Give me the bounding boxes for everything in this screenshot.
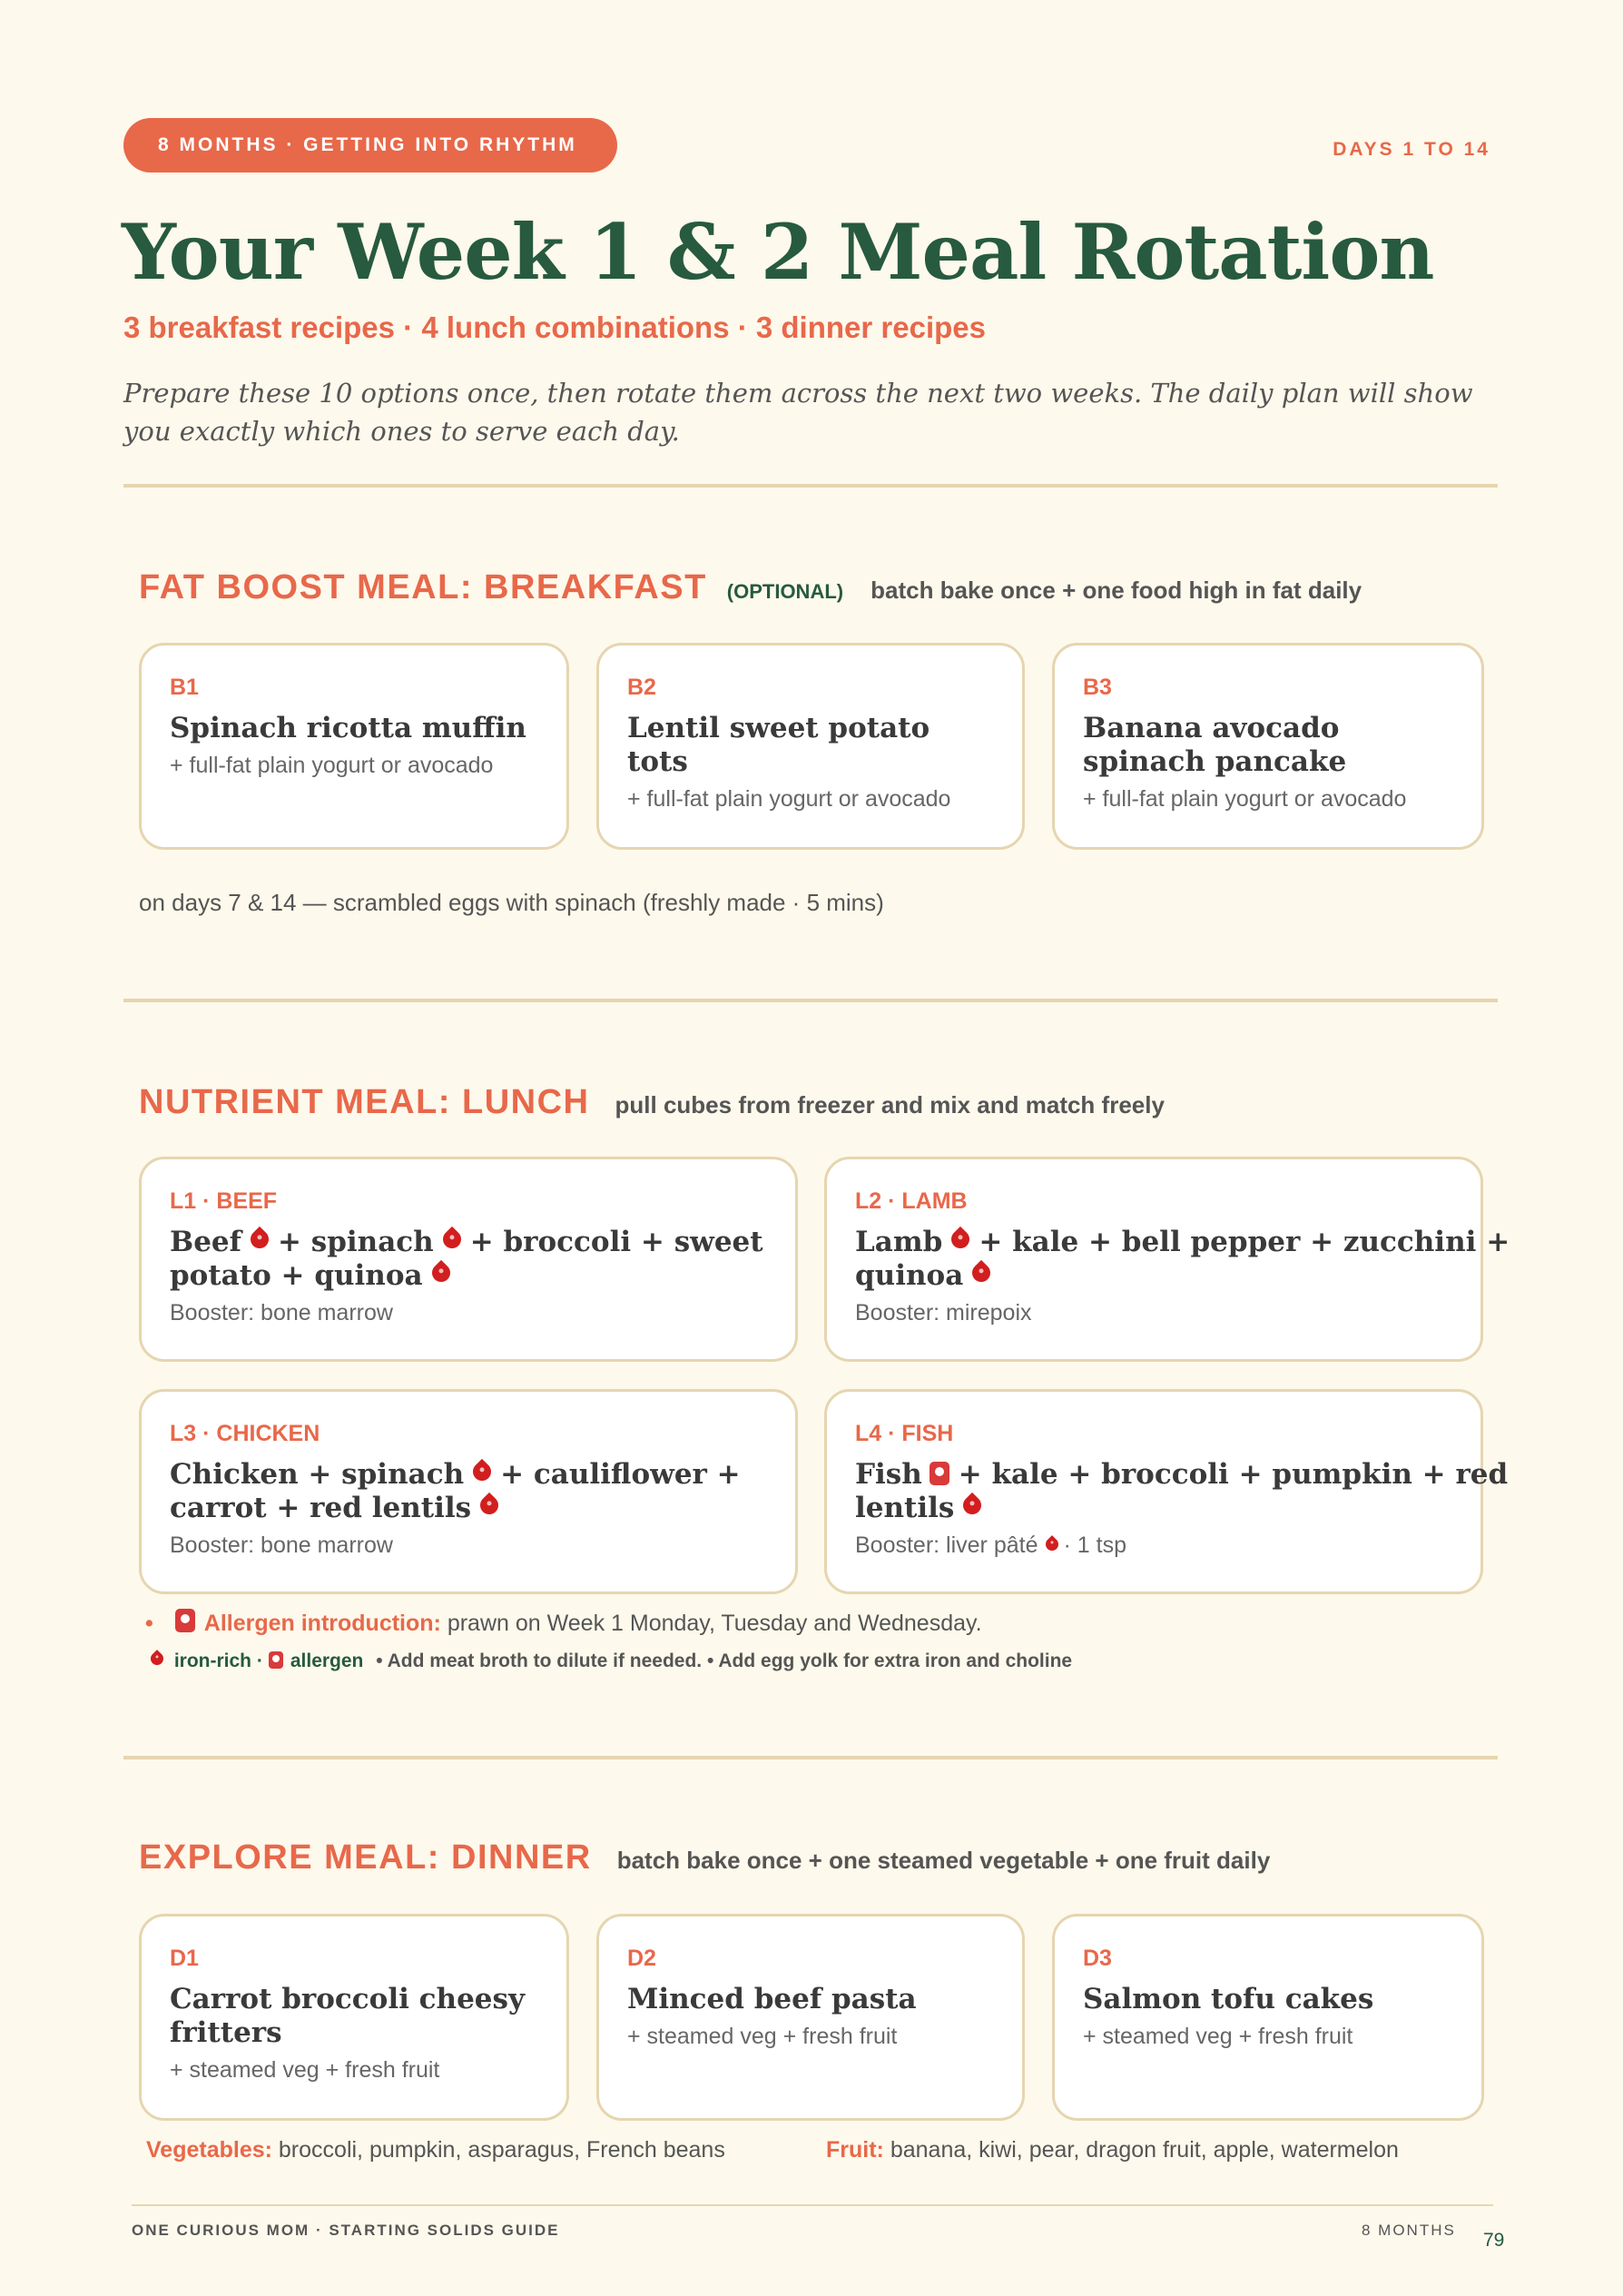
- card-note: + full-fat plain yogurt or avocado: [1083, 786, 1407, 812]
- page-title: Your Week 1 & 2 Meal Rotation: [122, 207, 1434, 297]
- card-code: B3: [1083, 675, 1112, 700]
- blood-drop-icon: [959, 1493, 985, 1518]
- bullet: •: [145, 1611, 153, 1636]
- vegetables-list: [146, 2137, 725, 2163]
- card-name: [855, 1458, 1509, 1525]
- page-subtitle: 3 breakfast recipes · 4 lunch combinations · 3 dinner recipes: [123, 310, 986, 344]
- card-name: [170, 1458, 768, 1525]
- allergen-label: Allergen introduction:: [203, 1611, 441, 1636]
- lunch-subtitle: pull cubes from freezer and mix and match freely: [615, 1091, 1165, 1118]
- allergen-badge-icon: [175, 1609, 195, 1632]
- ingredient-text: quinoa: [855, 1259, 964, 1292]
- legend-allergen-label: allergen: [290, 1651, 364, 1671]
- card-name: [855, 1226, 1510, 1293]
- breakfast-subtitle: batch bake once + one food high in fat daily: [871, 576, 1362, 604]
- blood-drop-icon: [948, 1227, 973, 1252]
- breakfast-header: [139, 568, 1362, 607]
- card-name: Carrot broccoli cheesy fritters: [170, 1983, 525, 2049]
- blood-drop-icon: [148, 1650, 166, 1668]
- card-code: D3: [1083, 1946, 1112, 1971]
- allergen-text: prawn on Week 1 Monday, Tuesday and Wednesday.: [447, 1611, 982, 1636]
- age-badge: [123, 118, 617, 172]
- lunch-card-l2: [824, 1157, 1510, 1362]
- ingredient-text: + kale + bell pepper + zucchini +: [979, 1226, 1510, 1258]
- ingredient-text: + broccoli + sweet: [469, 1226, 763, 1258]
- age-badge-label: 8 MONTHS · GETTING INTO RHYTHM: [158, 134, 577, 155]
- dinner-header: [139, 1838, 1270, 1877]
- ingredient-text: potato + quinoa: [170, 1259, 423, 1292]
- card-code: L4 · FISH: [855, 1421, 954, 1446]
- blood-drop-icon: [969, 1260, 994, 1286]
- card-note: + steamed veg + fresh fruit: [627, 2024, 898, 2049]
- booster-amount: · 1 tsp: [1063, 1532, 1126, 1558]
- dinner-title: EXPLORE MEAL: DINNER: [139, 1838, 592, 1877]
- ingredient-text: + kale + broccoli + pumpkin + red: [958, 1458, 1509, 1491]
- card-name: Minced beef pasta: [627, 1983, 917, 2015]
- legend-note: • Add meat broth to dilute if needed. • Add egg yolk for extra iron and choline: [376, 1651, 1073, 1671]
- card-name: Salmon tofu cakes: [1083, 1983, 1374, 2015]
- allergen-badge-icon: [269, 1651, 283, 1669]
- footer-book-title: ONE CURIOUS MOM · STARTING SOLIDS GUIDE: [132, 2222, 560, 2239]
- card-booster: Booster: mirepoix: [855, 1300, 1032, 1325]
- card-name: Lentil sweet potato tots: [627, 712, 930, 778]
- fruit-text: banana, kiwi, pear, dragon fruit, apple, watermelon: [890, 2137, 1399, 2163]
- blood-drop-icon: [469, 1459, 495, 1484]
- divider: [123, 484, 1498, 488]
- lunch-header: [139, 1083, 1165, 1122]
- dinner-subtitle: batch bake once + one steamed vegetable + one fruit daily: [616, 1847, 1271, 1874]
- ingredient-text: lentils: [855, 1492, 955, 1524]
- ingredient-text: Fish: [855, 1458, 922, 1491]
- card-code: D1: [170, 1946, 199, 1971]
- card-note: + steamed veg + fresh fruit: [170, 2057, 440, 2083]
- breakfast-footnote: on days 7 & 14 — scrambled eggs with spinach (freshly made · 5 mins): [139, 889, 884, 916]
- lunch-title: NUTRIENT MEAL: LUNCH: [139, 1083, 590, 1121]
- booster-text: Booster: liver pâté: [855, 1532, 1038, 1558]
- divider: [123, 999, 1498, 1002]
- blood-drop-icon: [428, 1260, 453, 1286]
- card-code: L3 · CHICKEN: [170, 1421, 320, 1446]
- footer-divider: [132, 2204, 1493, 2206]
- intro-paragraph: Prepare these 10 options once, then rotate them across the next two weeks. The daily plan will show you exactly which ones to serve each day.: [123, 378, 1473, 447]
- card-booster: Booster: bone marrow: [170, 1532, 393, 1558]
- breakfast-optional: (OPTIONAL): [726, 580, 844, 603]
- dinner-card-d1: [139, 1914, 569, 2121]
- breakfast-title: FAT BOOST MEAL: BREAKFAST: [139, 568, 707, 606]
- footer-section: 8 MONTHS: [1362, 2222, 1456, 2239]
- blood-drop-icon: [247, 1227, 272, 1252]
- vegetables-label: Vegetables:: [146, 2137, 272, 2163]
- page-number: 79: [1483, 2230, 1505, 2251]
- allergen-note: [145, 1609, 982, 1637]
- ingredient-text: Lamb: [855, 1226, 943, 1258]
- ingredient-text: + spinach: [277, 1226, 434, 1258]
- card-code: B2: [627, 675, 656, 700]
- lunch-card-l4: [824, 1389, 1509, 1594]
- card-code: B1: [170, 675, 199, 700]
- ingredient-text: Chicken + spinach: [170, 1458, 465, 1491]
- card-code: L1 · BEEF: [170, 1188, 278, 1214]
- card-note: + full-fat plain yogurt or avocado: [627, 786, 951, 812]
- allergen-badge-icon: [930, 1462, 949, 1485]
- vegetables-text: broccoli, pumpkin, asparagus, French beans: [278, 2137, 725, 2163]
- fruit-label: Fruit:: [826, 2137, 884, 2163]
- fruit-list: [826, 2137, 1399, 2163]
- ingredient-text: carrot + red lentils: [170, 1492, 472, 1524]
- dinner-card-d3: [1052, 1914, 1484, 2121]
- blood-drop-icon: [1043, 1535, 1061, 1553]
- blood-drop-icon: [477, 1493, 502, 1518]
- card-name: [170, 1226, 768, 1293]
- card-name: Spinach ricotta muffin: [170, 712, 526, 744]
- card-name: Banana avocado spinach pancake: [1083, 712, 1347, 778]
- card-booster: [855, 1532, 1453, 1559]
- legend-iron-label: iron-rich ·: [173, 1651, 263, 1671]
- card-booster: Booster: bone marrow: [170, 1300, 393, 1325]
- days-range: DAYS 1 TO 14: [1333, 139, 1490, 160]
- dinner-card-d2: [596, 1914, 1025, 2121]
- divider: [123, 1756, 1498, 1759]
- blood-drop-icon: [439, 1227, 465, 1252]
- breakfast-card-b3: [1052, 643, 1484, 850]
- card-code: D2: [627, 1946, 656, 1971]
- lunch-card-l3: [139, 1389, 798, 1594]
- card-note: + full-fat plain yogurt or avocado: [170, 753, 494, 778]
- lunch-card-l1: [139, 1157, 798, 1362]
- card-note: + steamed veg + fresh fruit: [1083, 2024, 1353, 2049]
- lunch-legend: [145, 1651, 1072, 1672]
- ingredient-text: Beef: [170, 1226, 241, 1258]
- ingredient-text: + cauliflower +: [500, 1458, 741, 1491]
- breakfast-card-b2: [596, 643, 1025, 850]
- card-code: L2 · LAMB: [855, 1188, 968, 1214]
- breakfast-card-b1: [139, 643, 569, 850]
